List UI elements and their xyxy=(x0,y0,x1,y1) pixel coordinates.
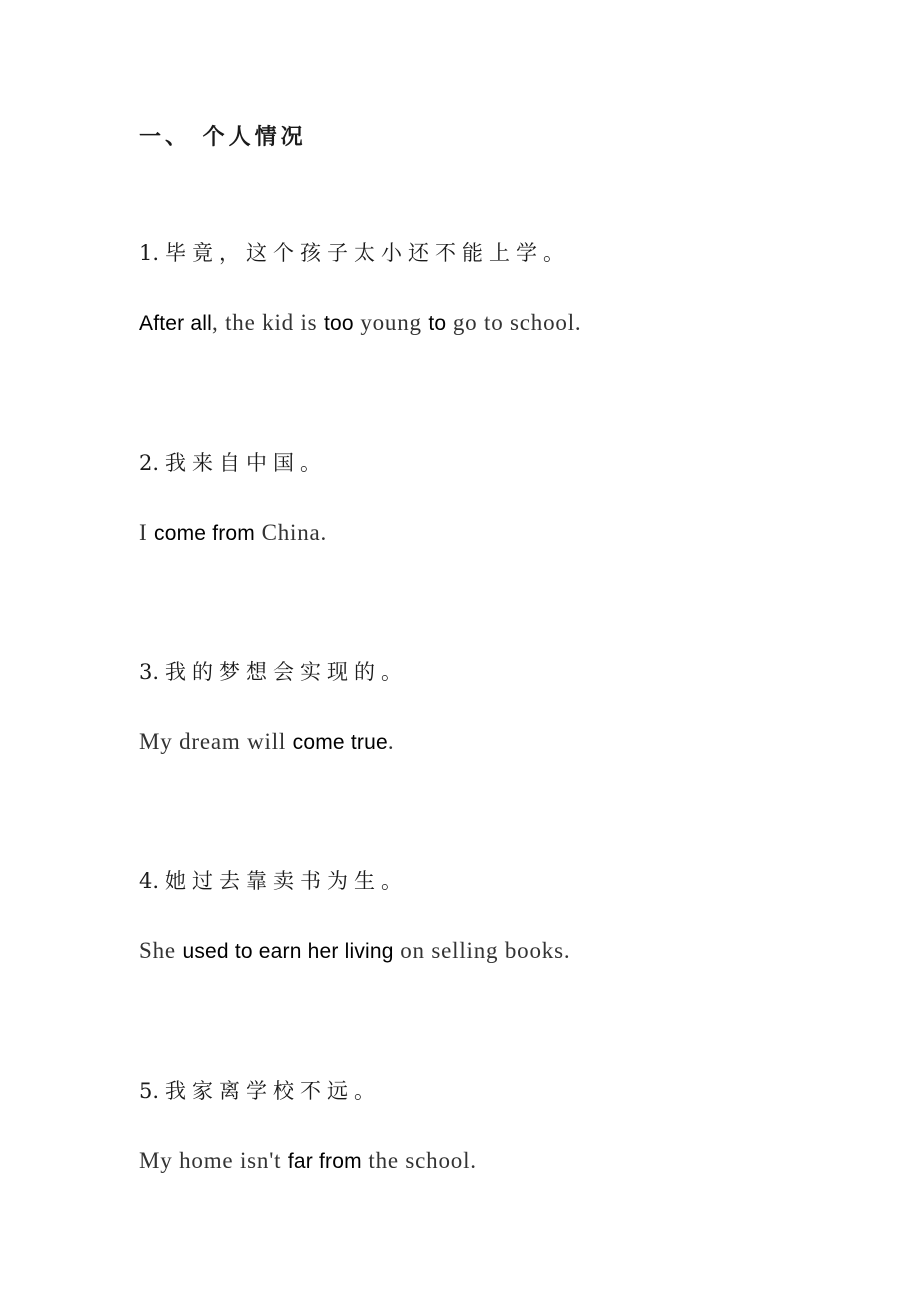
list-item xyxy=(139,448,859,548)
item-number: 2. xyxy=(139,451,160,475)
list-item xyxy=(139,1076,859,1176)
english-sentence xyxy=(139,936,859,966)
sentence-text: the school. xyxy=(361,1148,477,1173)
keyword-phrase: far from xyxy=(287,1150,362,1173)
sentence-text: young xyxy=(353,310,429,335)
keyword-phrase: After all xyxy=(139,312,212,335)
sentence-text: China. xyxy=(255,520,328,545)
item-number: 1. xyxy=(139,241,160,265)
chinese-text: 我的梦想会实现的。 xyxy=(165,660,409,684)
chinese-text: 她过去靠卖书为生。 xyxy=(165,869,409,893)
sentence-text: go to school. xyxy=(446,310,582,335)
chinese-sentence xyxy=(139,238,859,268)
sentence-text: She xyxy=(139,938,183,963)
english-sentence xyxy=(139,518,859,548)
chinese-text: 我家离学校不远。 xyxy=(165,1079,382,1103)
sentence-text: My dream will xyxy=(139,729,293,754)
english-sentence xyxy=(139,308,859,338)
chinese-sentence xyxy=(139,657,859,687)
keyword-phrase: come true xyxy=(292,731,388,754)
item-number: 4. xyxy=(139,869,160,893)
keyword-phrase: too xyxy=(323,312,354,335)
section-heading: 一、 个人情况 xyxy=(139,124,307,150)
list-item xyxy=(139,238,859,338)
item-number: 3. xyxy=(139,660,160,684)
sentence-text: I xyxy=(139,520,155,545)
chinese-text: 毕竟，这个孩子太小还不能上学。 xyxy=(165,241,571,265)
english-sentence xyxy=(139,727,859,757)
list-item xyxy=(139,657,859,757)
chinese-sentence xyxy=(139,448,859,478)
list-item xyxy=(139,866,859,966)
sentence-text: on selling books. xyxy=(393,938,571,963)
keyword-phrase: to xyxy=(428,312,447,335)
keyword-phrase: come from xyxy=(154,522,256,545)
chinese-sentence xyxy=(139,866,859,896)
english-sentence xyxy=(139,1146,859,1176)
sentence-text: My home isn't xyxy=(139,1148,288,1173)
item-number: 5. xyxy=(139,1079,160,1103)
sentence-text: . xyxy=(387,729,395,754)
chinese-text: 我来自中国。 xyxy=(165,451,328,475)
keyword-phrase: used to earn her living xyxy=(182,940,394,963)
sentence-text: , the kid is xyxy=(212,310,324,335)
chinese-sentence xyxy=(139,1076,859,1106)
